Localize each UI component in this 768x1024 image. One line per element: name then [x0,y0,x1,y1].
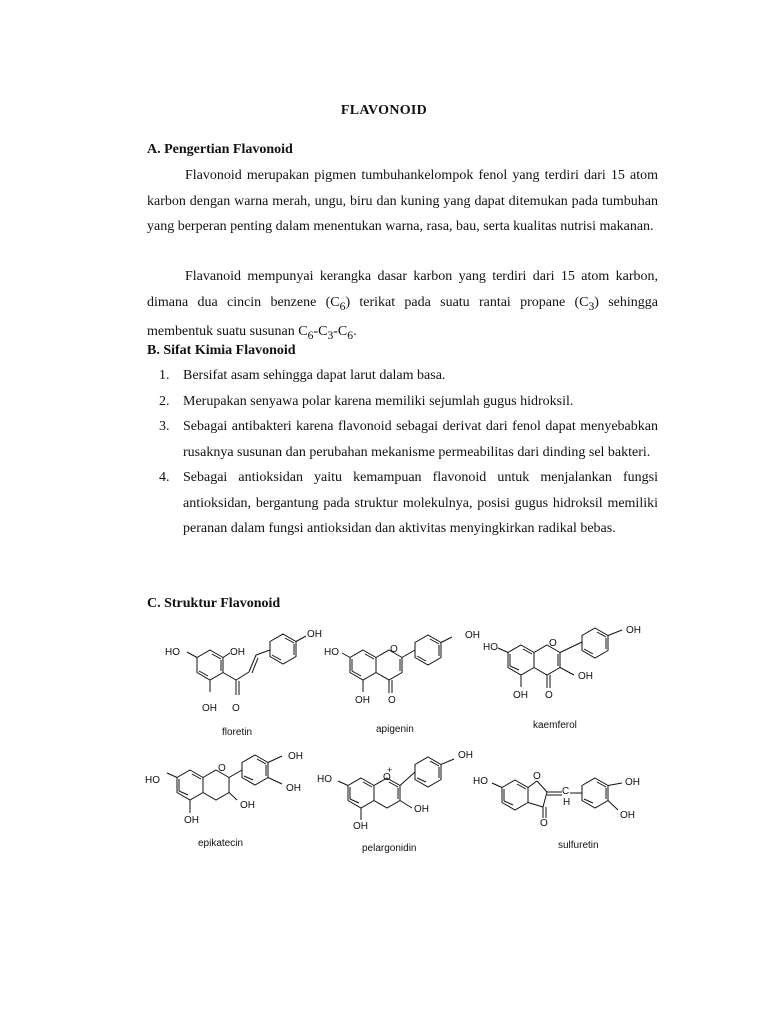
properties-list [147,363,658,542]
pelargonidin-label: pelargonidin [362,843,417,854]
floretin-oh-bottom: OH [202,703,217,714]
sulfuretin-o-bottom: O [540,818,548,829]
kaemferol-label: kaemferol [533,720,577,731]
pelargonidin-oh-bottom: OH [353,821,368,832]
list-item-number: 3. [159,419,170,434]
list-item-number: 4. [159,470,170,485]
sulfuretin-label: sulfuretin [558,840,599,851]
epikatecin-oh-ring: OH [240,800,255,811]
section-a-paragraph-2 [147,264,658,348]
p2-text-5: -C [333,323,348,339]
floretin-label: floretin [222,727,253,738]
kaemferol-oh-right: OH [578,671,593,682]
p2-subscript-1: 6 [339,299,346,313]
p2-text-2: ) terikat pada suatu rantai propane (C [345,294,589,310]
epikatecin-oh-top: OH [288,751,303,762]
epikatecin-oh-right: OH [286,783,301,794]
list-item [147,414,658,465]
pelargonidin-o-plus: O [383,772,391,783]
apigenin-o-ring: O [390,644,398,655]
apigenin-oh-top: OH [465,630,480,641]
p2-text-4: -C [313,323,328,339]
sulfuretin-ho-left: HO [473,776,488,787]
p2-text-6: . [353,323,357,339]
pelargonidin-plus-charge: + [387,765,393,775]
pelargonidin-oh-top: OH [458,750,473,761]
list-item-number: 1. [159,368,170,383]
epikatecin-o-ring: O [218,763,226,774]
apigenin-ho-left: HO [324,647,339,658]
apigenin-label: apigenin [376,724,414,735]
sulfuretin-oh-right: OH [625,777,640,788]
kaemferol-o-ring: O [549,638,557,649]
structure-annotations [140,620,680,870]
section-a-heading: A. Pengertian Flavonoid [147,142,293,157]
kaemferol-oh-top: OH [626,625,641,636]
floretin-ho-left: HO [165,647,180,658]
page-title: FLAVONOID [340,103,428,118]
list-item-text: Merupakan senyawa polar karena memiliki sejumlah gugus hidroksil. [183,393,574,409]
pelargonidin-ho-left: HO [317,774,332,785]
list-item-text: Bersifat asam sehingga dapat larut dalam basa. [183,368,446,383]
epikatecin-ho-left: HO [145,775,160,786]
kaemferol-o-bottom: O [545,690,553,701]
pelargonidin-oh-right: OH [414,804,429,815]
list-item-text: Sebagai antioksidan yaitu kemampuan flavonoid untuk menjalankan fungsi antioksidan, bergantung pada struktur molekulnya, posisi gugus hidroksil memiliki peranan dalam fungsi antioksidan dan aktivitas menyingkirkan radikal bebas. [183,470,658,536]
floretin-oh-top: OH [307,629,322,640]
p2-subscript-4: 3 [327,328,334,342]
p2-text-1: Flavanoid mempunyai kerangka dasar karbon yang terdiri dari 15 atom karbon, dimana dua cincin benzene (C [147,269,658,310]
p2-subscript-5: 6 [347,328,354,342]
sulfuretin-oh-bottom: OH [620,810,635,821]
epikatecin-label: epikatecin [198,838,244,849]
kaemferol-ho-left: HO [483,642,498,653]
apigenin-oh-bottom: OH [355,695,370,706]
list-item [147,363,658,389]
p2-text-3: ) sehingga membentuk suatu susunan C [147,294,659,339]
section-a-paragraph-1: Flavonoid merupakan pigmen tumbuhankelompok fenol yang terdiri dari 15 atom karbon dengan warna merah, ungu, biru dan kuning yang dapat ditemukan pada tumbuhan yang berperan penting dalam menentukan warna, rasa, bau, serta kualitas nutrisi makanan. [147,168,658,234]
section-b-heading: B. Sifat Kimia Flavonoid [147,343,296,358]
list-item-number: 2. [159,393,170,409]
epikatecin-oh-bottom: OH [184,815,199,826]
floretin-oh-ring: OH [230,647,245,658]
apigenin-o-bottom: O [388,695,396,706]
section-c-heading: C. Struktur Flavonoid [147,596,281,611]
p2-subscript-3: 6 [307,328,314,342]
flavonoid-structures-figure [140,620,680,870]
list-item [147,389,658,415]
kaemferol-oh-bottom: OH [513,690,528,701]
list-item-text: Sebagai antibakteri karena flavonoid sebagai derivat dari fenol dapat menyebabkan rusaknya susunan dan perubahan mekanisme permeabilitas dari dinding sel bakteri. [183,419,658,460]
sulfuretin-c: C [562,786,570,797]
list-item [147,465,658,542]
p2-subscript-2: 3 [588,299,595,313]
floretin-o: O [232,703,240,714]
sulfuretin-o-ring: O [533,771,541,782]
sulfuretin-h: H [563,797,571,808]
